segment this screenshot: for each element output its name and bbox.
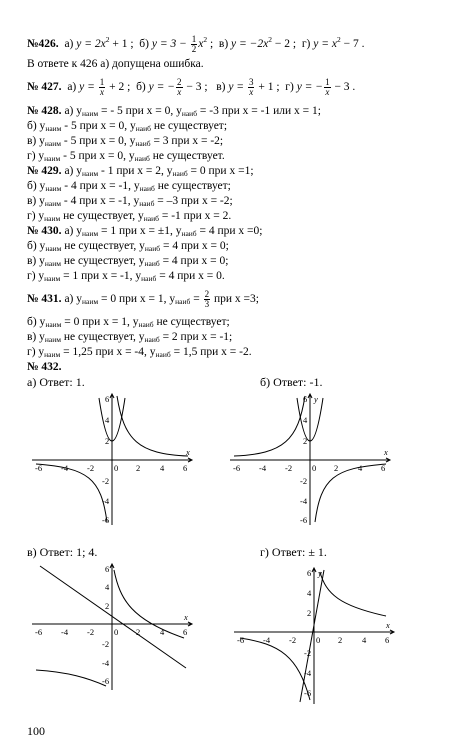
svg-text:-4: -4 [102, 496, 110, 506]
page-number: 100 [27, 724, 45, 738]
svg-text:2: 2 [307, 608, 312, 618]
svg-text:2: 2 [338, 635, 343, 645]
problem-431-v: в) $y_{наим}$ не существует, $y_{наиб} = 2$ при x = -1; [27, 331, 233, 344]
svg-text:0: 0 [312, 463, 317, 473]
svg-text:-4: -4 [102, 658, 110, 668]
svg-text:y: y [318, 568, 322, 578]
svg-text:-2: -2 [87, 463, 95, 473]
svg-text:-2: -2 [102, 639, 110, 649]
svg-text:6: 6 [381, 463, 386, 473]
svg-text:-4: -4 [300, 496, 308, 506]
hyperbola-left [234, 394, 308, 456]
svg-text:-4: -4 [304, 668, 312, 678]
svg-text:-6: -6 [300, 515, 308, 525]
svg-text:6: 6 [105, 394, 110, 404]
fraction: $\frac{2}{3}$ [204, 289, 210, 309]
fraction: $\frac{2}{x}$ [177, 77, 182, 97]
fraction: $\frac{1}{x}$ [99, 77, 105, 97]
svg-text:-6: -6 [237, 635, 245, 645]
graph-b [226, 392, 394, 527]
line-graph [40, 566, 186, 668]
svg-text:-2: -2 [304, 648, 312, 658]
problem-430-v: в) $y_{наим}$ не существует, $y_{наиб} = 4$ при x = 0; [27, 255, 229, 268]
problem-430-a: № 430. а) $y_{наим} = 1$ при x = ±1, $y_{наиб} = 4$ при x =0; [27, 225, 263, 238]
fraction: $\frac{1}{2}$ [191, 33, 197, 54]
svg-text:-6: -6 [35, 627, 43, 637]
svg-text:x: x [384, 447, 388, 457]
svg-text:2: 2 [105, 601, 110, 611]
svg-text:-2: -2 [102, 476, 110, 486]
svg-text:y: y [314, 394, 318, 404]
svg-text:4: 4 [105, 582, 110, 592]
hyperbola-right [315, 464, 386, 522]
svg-text:-6: -6 [304, 688, 312, 698]
svg-text:0: 0 [114, 627, 119, 637]
hyperbola-left [36, 670, 106, 686]
svg-text:-2: -2 [289, 635, 297, 645]
svg-text:6: 6 [183, 627, 188, 637]
svg-text:x: x [184, 612, 188, 622]
svg-text:0: 0 [114, 463, 119, 473]
svg-text:2: 2 [334, 463, 339, 473]
problem-429-g: г) $y_{наим}$ не существует, $y_{наиб} = -1$ при x = 2. [27, 210, 232, 223]
svg-text:2: 2 [105, 436, 110, 446]
problem-429-v: в) $y_{наим} - 4$ при x = -1, $y_{наиб} = -3$ при x = -2; [27, 195, 233, 208]
svg-text:4: 4 [307, 588, 312, 598]
svg-text:4: 4 [105, 415, 110, 425]
svg-text:6: 6 [105, 564, 110, 574]
problem-429-b: б) $y_{наим} - 4$ при x = -1, $y_{наиб}$ не существует; [27, 180, 231, 193]
svg-text:2: 2 [136, 463, 141, 473]
answer-v: в) Ответ: 1; 4. [27, 545, 98, 559]
svg-text:-6: -6 [102, 676, 110, 686]
svg-text:6: 6 [303, 394, 308, 404]
svg-text:6: 6 [183, 463, 188, 473]
hyperbola-right [114, 570, 184, 638]
problem-428-b: б) $y_{наим} - 5$ при x = 0, $y_{наиб}$ не существует; [27, 120, 228, 133]
svg-text:-4: -4 [259, 463, 267, 473]
problem-431-b: б) $y_{наим} = 0$ при x = 1, $y_{наиб}$ не существует; [27, 316, 230, 329]
problem-428-v: в) $y_{наим} - 5$ при x = 0, $y_{наиб} = 3$ при x = -2; [27, 135, 224, 148]
problem-427: № 427. а) y = $\frac{1}{x}$ + 2 ; б) y = − $\frac{2}{x}$ − 3 ; в) y = $\frac{3}{x}$ + 1 ; г) y = − $\frac{1}{x}$ − 3 . [27, 77, 356, 97]
svg-text:2: 2 [136, 627, 141, 637]
svg-text:-6: -6 [102, 515, 110, 525]
graph-g [230, 566, 398, 706]
answer-a: а) Ответ: 1. [27, 375, 85, 389]
svg-text:-2: -2 [87, 627, 95, 637]
svg-text:6: 6 [385, 635, 390, 645]
svg-text:-6: -6 [35, 463, 43, 473]
svg-text:x: x [386, 620, 390, 630]
hyperbola-right [117, 396, 188, 456]
svg-text:4: 4 [160, 463, 165, 473]
problem-431-a: № 431. а) $y_{наим} = 0$ при x = 1, $y_{наиб}$ = $\frac{2}{3}$ при x =3; [27, 289, 259, 309]
svg-text:4: 4 [358, 463, 363, 473]
svg-text:4: 4 [303, 415, 308, 425]
problem-429-a: № 429. а) $y_{наим} - 1$ при x = 2, $y_{наиб} = 0$ при x =1; [27, 165, 254, 178]
svg-text:-4: -4 [61, 463, 69, 473]
svg-text:6: 6 [307, 568, 312, 578]
svg-text:-2: -2 [300, 476, 308, 486]
problem-426: №426. а) $y = 2x^2 + 1$ ; б) y = 3 − $\frac{1}{2}$ $x^2$ ; в) $y = -2x^2 - 2$ ; г) $y = x^2 - 7$ . [27, 33, 365, 54]
svg-text:-6: -6 [233, 463, 241, 473]
svg-text:4: 4 [362, 635, 367, 645]
svg-text:2: 2 [303, 436, 308, 446]
hyperbola-right [320, 572, 386, 616]
problem-430-g: г) $y_{наим} = 1$ при x = -1, $y_{наиб} = 4$ при x = 0. [27, 270, 225, 283]
problem-428-g: г) $y_{наим} - 5$ при x = 0, $y_{наиб}$ не существует. [27, 150, 225, 163]
svg-text:-4: -4 [61, 627, 69, 637]
svg-text:0: 0 [316, 635, 321, 645]
answer-b: б) Ответ: -1. [260, 375, 323, 389]
problem-428-a: № 428. а) $y_{наим}$ = - 5 при x = 0, $y_{наиб} = -3$ при x = -1 или x = 1; [27, 105, 321, 118]
fraction: $\frac{3}{x}$ [248, 77, 254, 97]
problem-430-b: б) $y_{наим}$ не существует, $y_{наиб} = 4$ при x = 0; [27, 240, 229, 253]
problem-431-g: г) $y_{наим} = 1,25$ при x = -4, $y_{наиб} = 1,5$ при x = -2. [27, 346, 252, 359]
svg-text:4: 4 [160, 627, 165, 637]
hyperbola-left [240, 638, 310, 700]
error-note: В ответе к 426 а) допущена ошибка. [27, 58, 204, 70]
problem-432-title: № 432. [27, 361, 62, 373]
fraction: $\frac{1}{x}$ [325, 77, 330, 97]
svg-text:-4: -4 [263, 635, 271, 645]
hyperbola-left [36, 464, 110, 522]
graph-a [28, 392, 196, 527]
svg-text:x: x [186, 447, 190, 457]
answer-g: г) Ответ: ± 1. [260, 545, 327, 559]
svg-text:-2: -2 [285, 463, 293, 473]
graph-v [28, 562, 196, 692]
